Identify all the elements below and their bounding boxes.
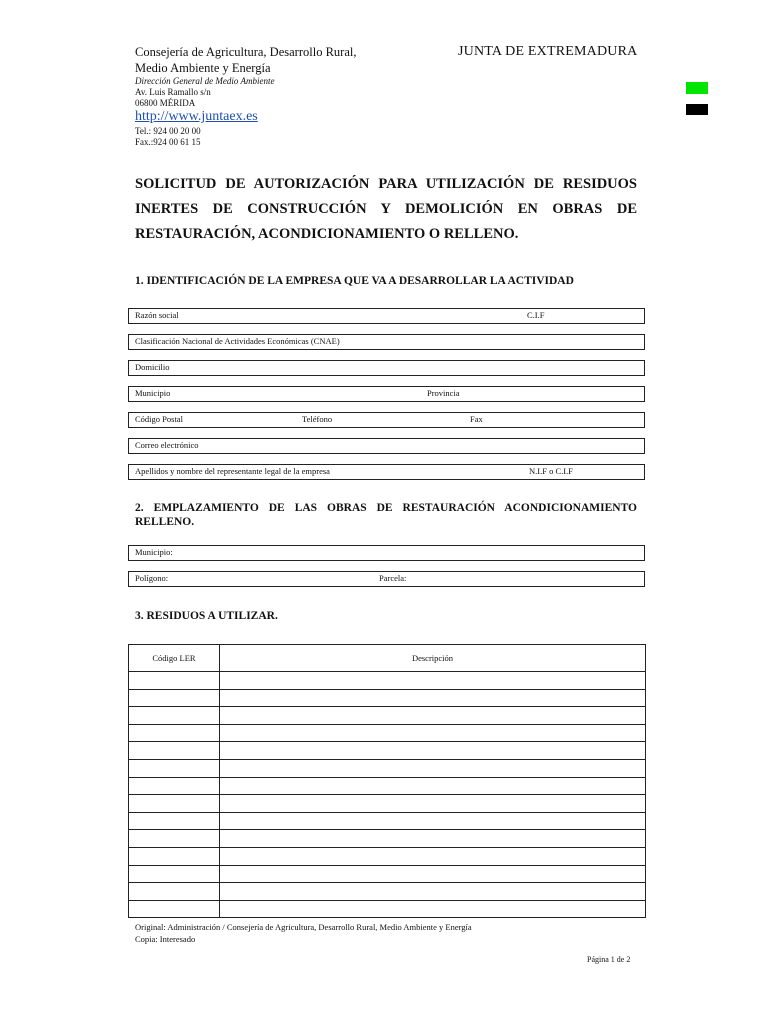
- codigo-cell[interactable]: [129, 689, 220, 707]
- cnae-label: Clasificación Nacional de Actividades Económicas (CNAE): [135, 336, 340, 346]
- black-marker: [686, 104, 708, 115]
- org-line-1: Consejería de Agricultura, Desarrollo Rural,: [135, 45, 357, 59]
- descripcion-cell[interactable]: [220, 777, 646, 795]
- website-link[interactable]: http://www.juntaex.es: [135, 109, 258, 124]
- table-row: [129, 795, 646, 813]
- table-row: [129, 724, 646, 742]
- section-3-heading: 3. RESIDUOS A UTILIZAR.: [135, 610, 278, 622]
- descripcion-cell[interactable]: [220, 847, 646, 865]
- descripcion-cell[interactable]: [220, 830, 646, 848]
- poligono-parcela-field[interactable]: [128, 571, 645, 587]
- poligono-label: Polígono:: [135, 573, 169, 583]
- codigo-cell[interactable]: [129, 812, 220, 830]
- address-street: Av. Luis Ramallo s/n: [135, 87, 211, 97]
- descripcion-cell[interactable]: [220, 865, 646, 883]
- phone-number: Tel.: 924 00 20 00: [135, 126, 201, 136]
- page-number: Página 1 de 2: [587, 955, 631, 964]
- fax-number: Fax.:924 00 61 15: [135, 137, 201, 147]
- parcela-label: Parcela:: [379, 573, 407, 583]
- codigo-cell[interactable]: [129, 759, 220, 777]
- correo-label: Correo electrónico: [135, 440, 199, 450]
- emplazamiento-municipio-label: Municipio:: [135, 547, 173, 557]
- table-row: [129, 707, 646, 725]
- codigo-cell[interactable]: [129, 830, 220, 848]
- section-1-heading: 1. IDENTIFICACIÓN DE LA EMPRESA QUE VA A DESARROLLAR LA ACTIVIDAD: [135, 275, 574, 287]
- table-row: [129, 812, 646, 830]
- descripcion-cell[interactable]: [220, 759, 646, 777]
- codigo-cell[interactable]: [129, 777, 220, 795]
- codigo-cell[interactable]: [129, 847, 220, 865]
- nif-cif-label: N.I.F o C.I.F: [529, 466, 573, 476]
- table-row: [129, 865, 646, 883]
- table-row: [129, 847, 646, 865]
- contacto-field[interactable]: [128, 412, 645, 428]
- table-row: [129, 830, 646, 848]
- codigo-cell[interactable]: [129, 795, 220, 813]
- representante-label: Apellidos y nombre del representante legal de la empresa: [135, 466, 330, 476]
- table-row: [129, 759, 646, 777]
- emplazamiento-municipio-field[interactable]: [128, 545, 645, 561]
- residuos-table: [128, 644, 646, 918]
- residuos-table-body: [129, 672, 646, 918]
- address-city: 06800 MÉRIDA: [135, 98, 196, 108]
- descripcion-cell[interactable]: [220, 883, 646, 901]
- domicilio-label: Domicilio: [135, 362, 170, 372]
- col-codigo-ler: Código LER: [129, 645, 220, 672]
- col-descripcion: Descripción: [220, 645, 646, 672]
- razon-social-label: Razón social: [135, 310, 179, 320]
- section-2-heading: 2. EMPLAZAMIENTO DE LAS OBRAS DE RESTAURACIÓN ACONDICIONAMIENTO RELLENO.: [135, 502, 637, 528]
- municipio-label: Municipio: [135, 388, 171, 398]
- footer-distribution: [135, 921, 472, 945]
- descripcion-cell[interactable]: [220, 900, 646, 918]
- telefono-label: Teléfono: [302, 414, 333, 424]
- codigo-cell[interactable]: [129, 724, 220, 742]
- green-marker: [686, 82, 708, 94]
- org-line-2: Medio Ambiente y Energía: [135, 61, 271, 75]
- direccion-general: Dirección General de Medio Ambiente: [135, 76, 275, 86]
- fax-label: Fax: [470, 414, 483, 424]
- cnae-field[interactable]: [128, 334, 645, 350]
- codigo-cell[interactable]: [129, 900, 220, 918]
- codigo-cell[interactable]: [129, 883, 220, 901]
- razon-social-field[interactable]: [128, 308, 645, 324]
- codigo-cell[interactable]: [129, 742, 220, 760]
- descripcion-cell[interactable]: [220, 707, 646, 725]
- footer-original: Original: Administración / Consejería de Agricultura, Desarrollo Rural, Medio Ambiente y Energía: [135, 922, 472, 932]
- org-name: [135, 44, 395, 76]
- table-row: [129, 689, 646, 707]
- municipio-field[interactable]: [128, 386, 645, 402]
- correo-field[interactable]: [128, 438, 645, 454]
- footer-copia: Copia: Interesado: [135, 934, 196, 944]
- domicilio-field[interactable]: [128, 360, 645, 376]
- representante-field[interactable]: [128, 464, 645, 480]
- descripcion-cell[interactable]: [220, 672, 646, 690]
- codigo-cell[interactable]: [129, 672, 220, 690]
- descripcion-cell[interactable]: [220, 742, 646, 760]
- table-row: [129, 777, 646, 795]
- table-row: [129, 672, 646, 690]
- codigo-cell[interactable]: [129, 707, 220, 725]
- codigo-postal-label: Código Postal: [135, 414, 183, 424]
- descripcion-cell[interactable]: [220, 724, 646, 742]
- document-title: SOLICITUD DE AUTORIZACIÓN PARA UTILIZACIÓN DE RESIDUOS INERTES DE CONSTRUCCIÓN Y DEMOLICIÓN EN OBRAS DE RESTAURACIÓN, ACONDICIONAMIENTO O RELLENO.: [135, 176, 637, 242]
- cif-label: C.I.F: [527, 310, 545, 320]
- descripcion-cell[interactable]: [220, 795, 646, 813]
- descripcion-cell[interactable]: [220, 689, 646, 707]
- table-row: [129, 742, 646, 760]
- codigo-cell[interactable]: [129, 865, 220, 883]
- descripcion-cell[interactable]: [220, 812, 646, 830]
- provincia-label: Provincia: [427, 388, 460, 398]
- table-row: [129, 900, 646, 918]
- table-row: [129, 883, 646, 901]
- junta-title: JUNTA DE EXTREMADURA: [458, 44, 638, 59]
